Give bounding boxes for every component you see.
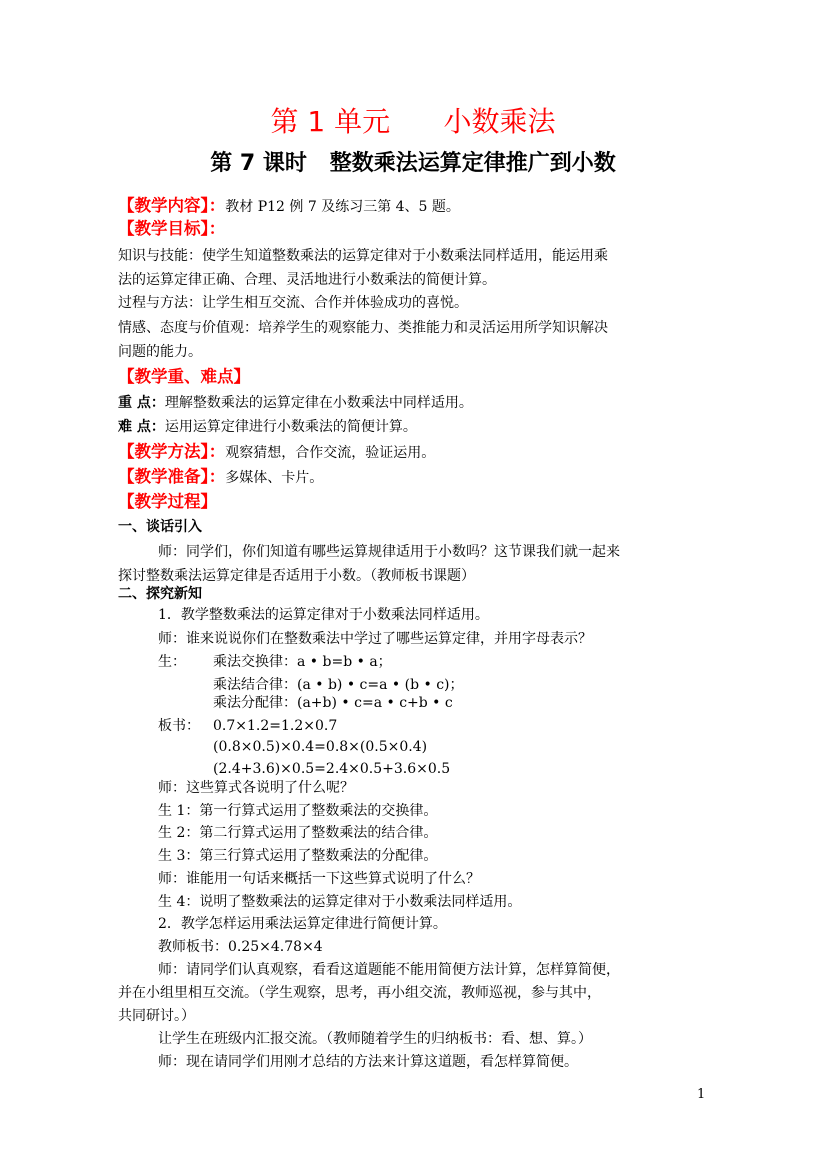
prep-text: 多媒体、卡片。 [225,470,324,486]
key-point-label: 重 点： [118,395,165,411]
part2-question: 师：谁来说说你们在整数乘法中学过了哪些运算定律，并用字母表示？ [158,631,592,647]
process-heading-line [118,491,708,514]
part1-line: 师：同学们，你们知道有哪些运算规律适用于小数吗？这节课我们就一起来 [158,544,620,560]
dialog-line: 师：谁能用一句话来概括一下这些算式说明了什么？ [158,871,480,887]
dialog-cont-line: 共同研讨。） [118,1008,195,1024]
dialog-line: 师：这些算式各说明了什么呢？ [158,780,354,796]
law-line: 乘法分配律：(a+b) • c=a • c+b • c [213,695,453,711]
goals-line: 知识与技能：使学生知道整数乘法的运算定律对于小数乘法同样适用，能运用乘 [118,248,608,264]
goals-line: 情感、态度与价值观：培养学生的观察能力、类推能力和灵活运用所学知识解决 [118,320,608,336]
dialog-line: 生 2：第二行算式运用了整数乘法的结合律。 [158,825,438,841]
keypoints-heading-line [118,366,708,389]
process-heading: 【教学过程】 [118,492,217,511]
method-text: 观察猜想，合作交流，验证运用。 [225,445,436,461]
prep-heading: 【教学准备】： [118,467,226,486]
board-line: (2.4+3.6)×0.5=2.4×0.5+3.6×0.5 [213,761,451,777]
difficulty-text: 运用运算定律进行小数乘法的简便计算。 [164,419,417,435]
lesson-title: 第 7 课时 整数乘法运算定律推广到小数 [210,151,616,176]
method-heading: 【教学方法】： [118,442,226,461]
goals-heading-line [118,218,708,241]
content-line [118,195,708,218]
page-number: 1 [697,1087,706,1102]
dialog-line: 生 4：说明了整数乘法的运算定律对于小数乘法同样适用。 [158,894,522,910]
goals-line: 问题的能力。 [118,344,202,360]
part1-line: 探讨整数乘法运算定律是否适用于小数。（教师板书课题） [118,568,475,584]
student-label: 生： [158,654,186,670]
unit-title: 第 1 单元 小数乘法 [270,105,556,138]
difficulty-label: 难 点： [118,419,165,435]
board-label: 板书： [158,718,200,734]
dialog-line: 生 1：第一行算式运用了整数乘法的交换律。 [158,803,438,819]
prep-line [118,466,708,489]
content-text: 教材 P12 例 7 及练习三第 4、5 题。 [225,199,460,215]
key-point-text: 理解整数乘法的运算定律在小数乘法中同样适用。 [164,395,473,411]
final-line: 师：现在请同学们用刚才总结的方法来计算这道题，看怎样算简便。 [158,1054,578,1070]
difficulty-line [118,416,708,438]
dialog-cont-line: 并在小组里相互交流。（学生观察，思考，再小组交流，教师巡视，参与其中， [118,985,601,1001]
content-heading: 【教学内容】： [118,196,226,215]
dialog-line: 生 3：第三行算式运用了整数乘法的分配律。 [158,848,438,864]
goals-line: 过程与方法：让学生相互交流、合作并体验成功的喜悦。 [118,295,468,311]
final-line: 让学生在班级内汇报交流。（教师随着学生的归纳板书：看、想、算。） [158,1031,592,1047]
law-line: 乘法交换律：a • b=b • a； [213,654,392,670]
part2-title: 二、探究新知 [118,586,202,602]
goals-line: 法的运算定律正确、合理、灵活地进行小数乘法的简便计算。 [118,272,496,288]
dialog-line: 教师板书：0.25×4.78×4 [158,939,323,955]
goals-heading: 【教学目标】： [118,219,226,238]
part2-p1: 1．教学整数乘法的运算定律对于小数乘法同样适用。 [158,607,489,623]
key-point-line [118,392,708,414]
board-line: (0.8×0.5)×0.4=0.8×(0.5×0.4) [213,739,428,755]
part1-title: 一、谈话引入 [118,519,202,535]
dialog-line: 2．教学怎样运用乘法运算定律进行简便计算。 [158,916,447,932]
law-line: 乘法结合律：(a • b) • c=a • (b • c)； [213,677,464,693]
dialog-line: 师：请同学们认真观察，看看这道题能不能用简便方法计算，怎样算简便， [158,962,620,978]
board-line: 0.7×1.2=1.2×0.7 [213,718,338,734]
method-line [118,441,708,464]
keypoints-heading: 【教学重、难点】 [118,367,250,386]
